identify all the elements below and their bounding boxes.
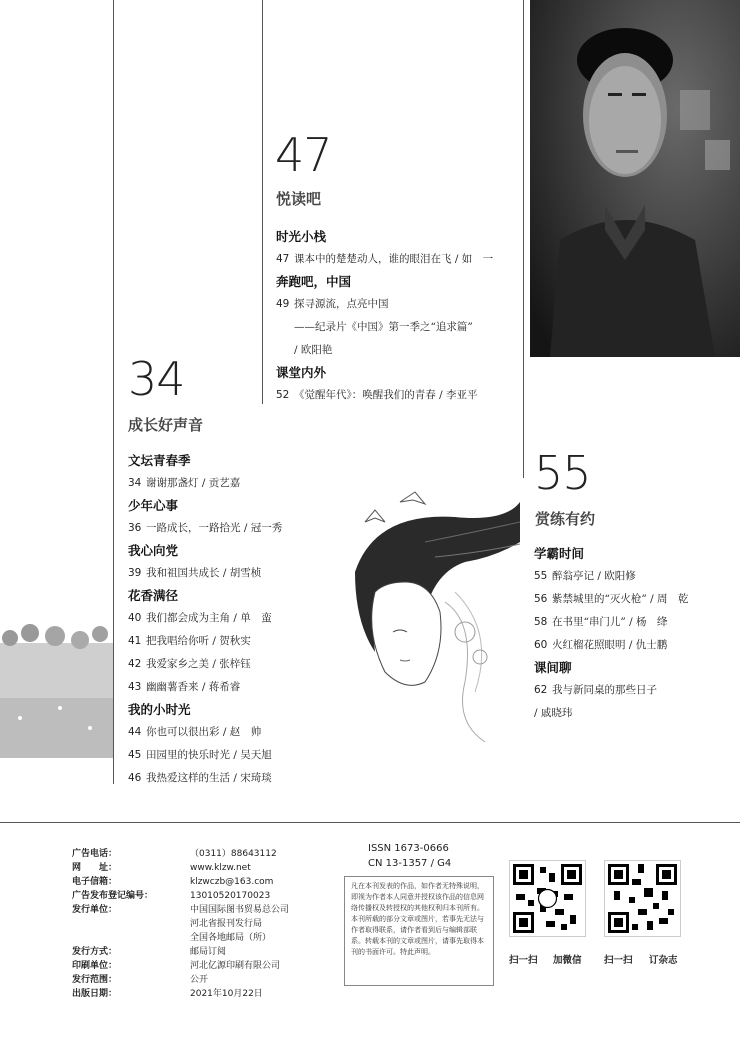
toc-text: 我热爱这样的生活 / 宋琦琰 [146,772,272,784]
portrait-photo [530,0,740,357]
info-value: 中国国际图书贸易总公司 [190,905,290,915]
toc-text: 探寻源流，点亮中国 [294,298,389,310]
toc-page: 41 [128,635,142,647]
toc-page: 47 [276,253,290,265]
toc-page: 36 [128,522,142,534]
toc-text: 课本中的楚楚动人，谁的眼泪在飞 / 如 一 [294,253,494,265]
issn-number: ISSN 1673-0666 [368,843,449,854]
footer-divider [0,822,740,823]
section-34-title: 成长好声音 [128,416,204,434]
toc-text: 把我唱给你听 / 贺秋实 [146,635,251,647]
toc-page: 46 [128,772,142,784]
qr-caption: 订杂志 [649,955,678,966]
toc-text: 醉翁亭记 / 欧阳修 [552,570,636,582]
toc-entry[interactable] [128,472,282,495]
info-value[interactable]: www.klzw.net [190,863,251,873]
toc-entry[interactable] [276,384,493,407]
divider-left-vertical [113,0,114,784]
toc-page: 39 [128,567,142,579]
info-value: 公开 [190,975,209,985]
toc-entry[interactable] [276,293,493,316]
info-value: 2021年10月22日 [190,989,263,999]
info-label: 发行方式： [72,947,118,957]
subsection-heading: 少年心事 [128,498,179,513]
toc-entry[interactable] [534,634,688,657]
info-value: 全国各地邮局（所） [190,933,272,943]
info-label: 电子信箱： [72,877,118,887]
toc-page: 42 [128,658,142,670]
toc-text: 我与新同桌的那些日子 [552,684,657,696]
divider-right-vertical [523,0,524,478]
section-55-title: 赏练有约 [535,510,596,528]
toc-page: 43 [128,681,142,693]
toc-entry[interactable] [534,565,688,588]
toc-page: 44 [128,726,142,738]
wechat-qr-code[interactable] [509,860,586,937]
section-34-number: 34 [128,352,185,406]
info-value: 13010520170023 [190,891,271,901]
toc-page: 60 [534,639,548,651]
toc-text: 《觉醒年代》：唤醒我们的青春 / 李亚平 [294,389,478,401]
subsection-heading: 文坛青春季 [128,453,191,468]
toc-page: 62 [534,684,548,696]
toc-continuation: ——纪录片《中国》第一季之“追求篇” [294,321,473,333]
toc-page: 52 [276,389,290,401]
section-47-title: 悦读吧 [276,190,322,208]
toc-author: / 欧阳艳 [294,344,333,356]
copyright-declaration: 凡在本刊发表的作品，如作者无特殊说明，即视为作者本人同意并授权该作品的信息网络传播权及转授权的其他权利归本刊所有。本刊所载的部分文章或图片，若事先无法与作者取得联系，请作者看到后与编辑部联系。转载本刊的文章或图片，请事先取得本刊的书面许可。特此声明。 [344,876,494,986]
subsection-heading: 时光小栈 [276,229,327,244]
info-label: 出版日期： [72,989,118,999]
toc-author: / 戚晓玮 [534,707,573,719]
subsection-heading: 花香满径 [128,588,179,603]
info-label: 网 址： [72,863,118,873]
girl-illustration [345,482,520,752]
section-55-number: 55 [534,446,591,500]
cn-number: CN 13-1357 / G4 [368,858,452,869]
toc-entry[interactable] [128,767,282,790]
toc-text: 田园里的快乐时光 / 吴天旭 [146,749,272,761]
toc-entry[interactable] [128,676,282,699]
toc-entry[interactable] [128,630,282,653]
toc-entry[interactable] [128,517,282,540]
toc-text: 我和祖国共成长 / 胡雪桢 [146,567,262,579]
section-47-number: 47 [275,128,332,182]
toc-column-55 [534,543,688,725]
subscribe-qr-code[interactable] [604,860,681,937]
toc-entry[interactable] [128,562,282,585]
info-label: 发行范围： [72,975,118,985]
toc-text: 在书里“串门儿” / 杨 绛 [552,616,668,628]
info-value: 邮局订阅 [190,947,227,957]
toc-entry[interactable] [534,611,688,634]
info-value: （0311）88643112 [190,849,277,859]
toc-text: 你也可以很出彩 / 赵 帅 [146,726,262,738]
info-value: 河北亿源印刷有限公司 [190,961,281,971]
subsection-heading: 奔跑吧，中国 [276,274,352,289]
toc-entry[interactable] [276,248,493,271]
toc-entry[interactable] [534,588,688,611]
toc-page: 40 [128,612,142,624]
trees-illustration [0,598,113,758]
qr-caption: 加微信 [553,955,582,966]
toc-page: 49 [276,298,290,310]
toc-page: 55 [534,570,548,582]
toc-entry[interactable] [128,744,282,767]
toc-column-34 [128,450,282,790]
toc-page: 45 [128,749,142,761]
toc-text: 谢谢那盏灯 / 贡艺嘉 [146,477,241,489]
subsection-heading: 我心向党 [128,543,179,558]
info-label: 广告电话： [72,849,118,859]
info-label: 发行单位： [72,905,118,915]
toc-text: 我们都会成为主角 / 单 蛮 [146,612,272,624]
toc-text: 幽幽薯香来 / 蒋希睿 [146,681,241,693]
info-label: 广告发布登记编号： [72,891,154,901]
info-value: 河北省报刊发行局 [190,919,263,929]
subsection-heading: 课间聊 [534,660,572,675]
subsection-heading: 我的小时光 [128,702,191,717]
toc-text: 火红榴花照眼明 / 仇士鹏 [552,639,668,651]
toc-text: 我爱家乡之美 / 张梓钰 [146,658,251,670]
info-label: 印刷单位： [72,961,118,971]
toc-entry[interactable] [128,653,282,676]
toc-text: 一路成长，一路拾光 / 冠一秀 [146,522,283,534]
toc-page: 56 [534,593,548,605]
toc-entry[interactable] [128,721,282,744]
toc-text: 紫禁城里的“灭火枪” / 周 乾 [552,593,689,605]
qr-caption: 扫一扫 [604,955,633,966]
toc-entry[interactable] [534,679,688,702]
info-value[interactable]: klzwczb@163.com [190,877,274,887]
subsection-heading: 课堂内外 [276,365,327,380]
subsection-heading: 学霸时间 [534,546,585,561]
toc-entry[interactable] [128,607,282,630]
toc-page: 34 [128,477,142,489]
qr-caption: 扫一扫 [509,955,538,966]
toc-page: 58 [534,616,548,628]
divider-middle-vertical [262,0,263,404]
toc-column-47 [276,226,493,407]
